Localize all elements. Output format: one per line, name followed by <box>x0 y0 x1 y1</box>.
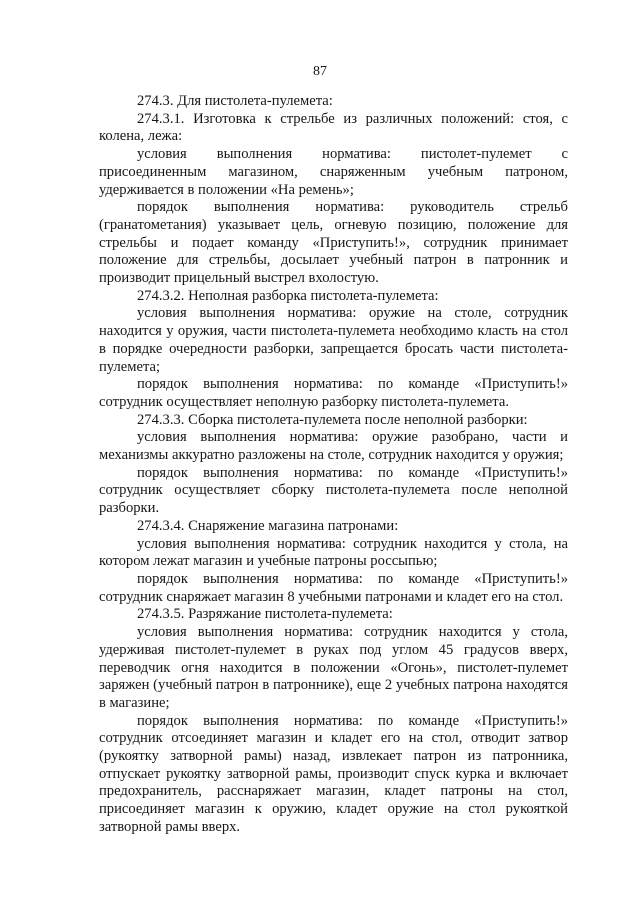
subsection-heading-274-3-2: 274.3.2. Неполная разборка пистолета-пулемета: <box>137 287 439 304</box>
page-number: 87 <box>313 64 327 79</box>
paragraph-conditions-274-3-1: условия выполнения норматива: пистолет-пулемет с присоединенным магазином, снаряженным учебным патроном, удерживается в положении «На ремень»; <box>99 146 568 198</box>
paragraph-conditions-274-3-5: условия выполнения норматива: сотрудник находится у стола, удерживая пистолет-пулемет в руках под углом 45 градусов вверх, переводчик огня находится в положении «Огонь», пистолет-пулемет заряжен (учебный патрон в патроннике), еще 2 учебных патрона находятся в магазине; <box>99 624 568 711</box>
subsection-heading-274-3-5: 274.3.5. Разряжание пистолета-пулемета: <box>137 606 393 623</box>
paragraph-conditions-274-3-2: условия выполнения норматива: оружие на столе, сотрудник находится у оружия, части пистолета-пулемета необходимо класть на стол в порядке очередности разборки, запрещается бросать части пистолета-пулемета; <box>99 305 568 375</box>
paragraph-procedure-274-3-2: порядок выполнения норматива: по команде «Приступить!» сотрудник осуществляет неполную разборку пистолета-пулемета. <box>99 376 568 410</box>
paragraph-conditions-274-3-3: условия выполнения норматива: оружие разобрано, части и механизмы аккуратно разложены на столе, сотрудник находится у оружия; <box>99 429 568 464</box>
subsection-heading-274-3-3: 274.3.3. Сборка пистолета-пулемета после неполной разборки: <box>137 411 528 428</box>
subsection-heading-274-3-1: 274.3.1. Изготовка к стрельбе из различных положений: стоя, с колена, лежа: <box>99 110 568 145</box>
section-heading-274-3: 274.3. Для пистолета-пулемета: <box>137 93 333 109</box>
document-body <box>99 93 568 837</box>
subsection-heading-274-3-4: 274.3.4. Снаряжение магазина патронами: <box>137 517 399 534</box>
paragraph-procedure-274-3-4: порядок выполнения норматива: по команде «Приступить!» сотрудник снаряжает магазин 8 учебными патронами и кладет его на стол. <box>99 570 568 605</box>
paragraph-procedure-274-3-3: порядок выполнения норматива: по команде «Приступить!» сотрудник осуществляет сборку пистолета-пулемета после неполной разборки. <box>99 464 568 517</box>
paragraph-conditions-274-3-4: условия выполнения норматива: сотрудник находится у стола, на котором лежат магазин и учебные патроны россыпью; <box>99 535 568 570</box>
paragraph-procedure-274-3-5: порядок выполнения норматива: по команде «Приступить!» сотрудник отсоединяет магазин и кладет его на стол, отводит затвор (рукоятку затворной рамы) назад, извлекает патрон из патронника, отпускает рукоятку затворной рамы, производит спуск курка и включает предохранитель, расснаряжает магазин, кладет патроны на стол, присоединяет магазин к оружию, кладет оружие на стол рукояткой затворной рамы вверх. <box>99 712 568 835</box>
paragraph-procedure-274-3-1: порядок выполнения норматива: руководитель стрельб (гранатометания) указывает цель, огневую позицию, положение для стрельбы и подает команду «Приступить!», сотрудник принимает положение для стрельбы, досылает учебный патрон в патронник и производит прицельный выстрел вхолостую. <box>99 199 568 287</box>
